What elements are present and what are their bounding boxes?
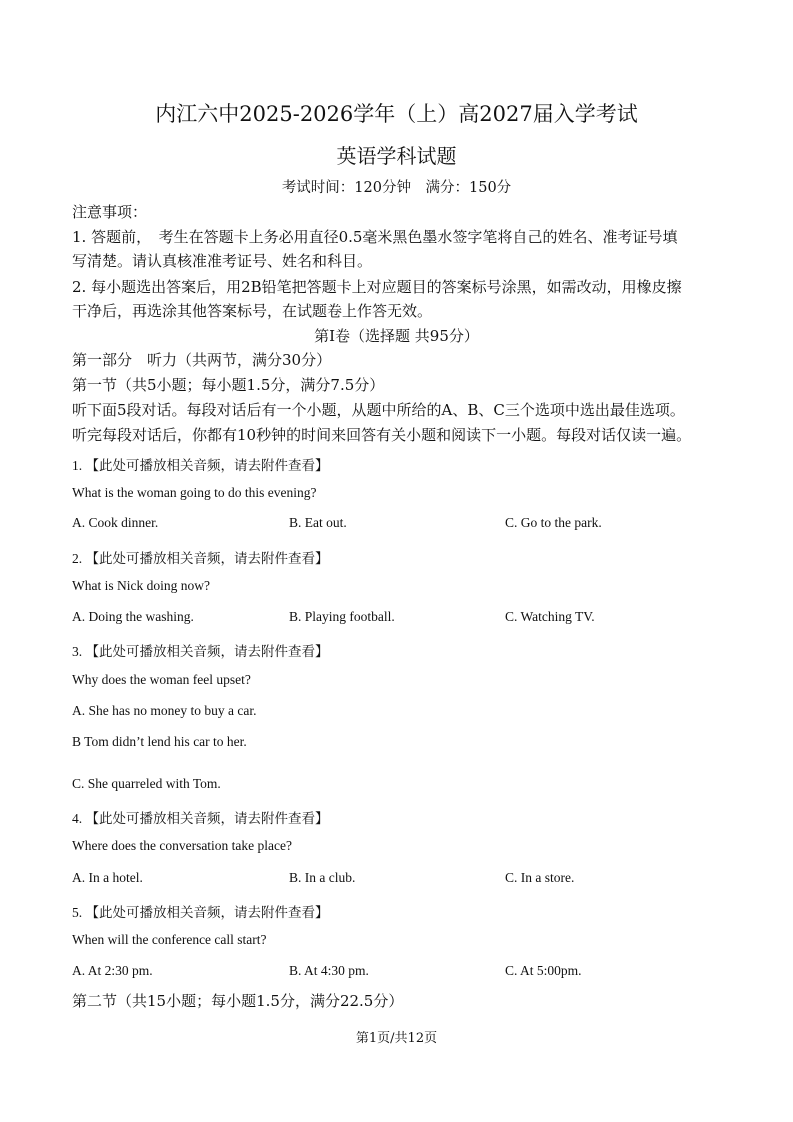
- notice-item-2-line-2: 干净后，再选涂其他答案标号，在试题卷上作答无效。: [72, 302, 433, 320]
- question-4-number: 4. 【此处可播放相关音频，请去附件查看】: [72, 811, 329, 826]
- exam-title: 内江六中2025-2026学年（上）高2027届入学考试: [155, 102, 638, 126]
- page-footer: 第1页/共12页: [355, 1031, 438, 1046]
- question-2-number: 2. 【此处可播放相关音频，请去附件查看】: [72, 551, 329, 566]
- question-1-text: What is the woman going to do this evening?: [72, 485, 317, 500]
- exam-info: 考试时间：120分钟 满分：150分: [281, 180, 512, 196]
- question-3-option-a: A. She has no money to buy a car.: [72, 703, 257, 718]
- question-5-number: 5. 【此处可播放相关音频，请去附件查看】: [72, 905, 329, 920]
- question-3-number: 3. 【此处可播放相关音频，请去附件查看】: [72, 644, 329, 659]
- notice-item-1-line-1: 1. 答题前， 考生在答题卡上务必用直径0.5毫米黑色墨水签字笔将自己的姓名、准考证号填: [72, 228, 678, 246]
- question-1-option-c: C. Go to the park.: [505, 515, 602, 530]
- part-1-heading: 第一部分 听力（共两节，满分30分）: [72, 351, 332, 369]
- question-2-option-b: B. Playing football.: [289, 609, 395, 624]
- question-5-option-a: A. At 2:30 pm.: [72, 963, 153, 978]
- question-1-number: 1. 【此处可播放相关音频，请去附件查看】: [72, 458, 329, 473]
- question-2-text: What is Nick doing now?: [72, 578, 210, 593]
- question-4-option-b: B. In a club.: [289, 870, 356, 885]
- notice-item-1-line-2: 写清楚。请认真核准准考证号、姓名和科目。: [72, 252, 373, 270]
- question-3-option-c: C. She quarreled with Tom.: [72, 776, 221, 791]
- question-5-text: When will the conference call start?: [72, 932, 267, 947]
- question-2-option-a: A. Doing the washing.: [72, 609, 194, 624]
- question-3-text: Why does the woman feel upset?: [72, 672, 251, 687]
- question-3-option-b: B Tom didn’t lend his car to her.: [72, 734, 247, 749]
- question-5-option-b: B. At 4:30 pm.: [289, 963, 369, 978]
- notice-heading: 注意事项：: [72, 203, 148, 221]
- question-4-option-c: C. In a store.: [505, 870, 575, 885]
- instructions-line-1: 听下面5段对话。每段对话后有一个小题，从题中所给的A、B、C三个选项中选出最佳选项。: [72, 401, 685, 419]
- section-1-heading: 第一节（共5小题；每小题1.5分，满分7.5分）: [72, 376, 385, 394]
- instructions-line-2: 听完每段对话后，你都有10秒钟的时间来回答有关小题和阅读下一小题。每段对话仅读一遍。: [72, 426, 692, 444]
- question-1-option-b: B. Eat out.: [289, 515, 347, 530]
- question-2-option-c: C. Watching TV.: [505, 609, 595, 624]
- question-4-option-a: A. In a hotel.: [72, 870, 143, 885]
- notice-item-2-line-1: 2. 每小题选出答案后，用2B铅笔把答题卡上对应题目的答案标号涂黑，如需改动，用橡皮擦: [72, 278, 682, 296]
- section-2-heading: 第二节（共15小题；每小题1.5分，满分22.5分）: [72, 992, 404, 1010]
- question-4-text: Where does the conversation take place?: [72, 838, 293, 853]
- subject-title: 英语学科试题: [336, 144, 457, 168]
- question-1-option-a: A. Cook dinner.: [72, 515, 159, 530]
- volume-heading: 第Ⅰ卷（选择题 共95分）: [314, 327, 479, 345]
- question-5-option-c: C. At 5:00pm.: [505, 963, 582, 978]
